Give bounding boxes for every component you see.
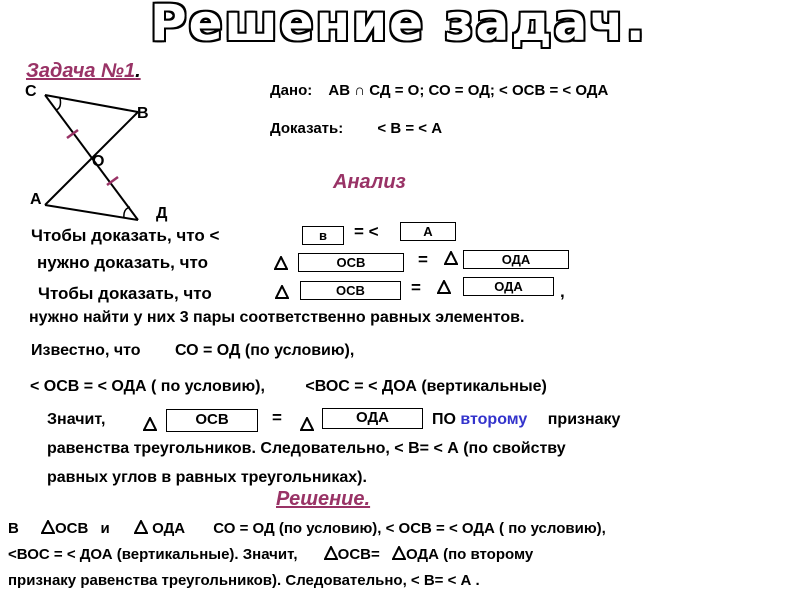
angle-b-box: в [302,226,344,245]
angle-arc-c [56,98,61,110]
conclusion-line-1: равенства треугольников. Следовательно, < В= < А (по свойству [47,440,566,457]
given-label: Дано: [270,82,313,99]
criterion-post: признаку [547,411,621,428]
equals-sign: = [272,408,282,427]
vertical-angles: <ВОС = < ДОА (вертикальные) [305,378,547,395]
prove-text: < В = < А [377,120,443,137]
criterion-ordinal: второму [460,411,528,428]
triangle-oda-box: ОДА [322,408,423,429]
solution-triangle-ocb: ОСВ= [337,546,380,563]
equals-sign: = [411,278,421,297]
solution-vertical: <ВОС = < ДОА (вертикальные). Значит, [8,546,298,563]
label-b: В [137,105,149,122]
solution-triangle-ocb: ОСВ [55,520,89,537]
triangle-ocb-box: ОСВ [300,281,401,300]
label-a: А [30,191,42,208]
angles-row [30,378,547,396]
page-title: Решение задач. [150,0,647,52]
triangle-icon [324,546,338,560]
label-d: Д [156,205,168,222]
task-label-dot: . [135,60,141,82]
solution-line-1 [8,520,606,537]
prove-row [270,120,442,137]
label-c: С [25,83,37,100]
task-label-text: Задача №1 [26,60,136,82]
solution-in: В [8,520,19,537]
comma: , [560,282,565,301]
triangle-icon [300,417,314,431]
solution-and: и [100,520,110,537]
triangle-ocb-box: ОСВ [166,409,258,432]
triangle-icon [444,251,458,265]
given-text: АВ ∩ СД = О; СО = ОД; < ОСВ = < ОДА [328,82,609,99]
solution-line-2 [8,546,533,563]
triangle-ocb-box: ОСВ [298,253,404,272]
label-o: О [92,153,105,170]
triangle-oda-box: ОДА [463,277,554,296]
angles-condition: < ОСВ = < ОДА ( по условию), [30,378,265,395]
conclusion-line-2: равных углов в равных треугольниках). [47,469,367,486]
criterion-row [432,411,620,429]
analysis-line-4: нужно найти у них 3 пары соответственно равных элементов. [29,309,525,326]
known-label: Известно, что [31,342,141,359]
triangle-icon [134,520,148,534]
analysis-line-3: Чтобы доказать, что [38,284,212,303]
triangle-icon [392,546,406,560]
analysis-line-2: нужно доказать, что [37,253,208,272]
triangle-icon [274,256,288,270]
solution-conditions: СО = ОД (по условию), < ОСВ = < ОДА ( по условию), [213,520,606,537]
segment-cb [45,95,138,112]
triangle-icon [275,285,289,299]
solution-heading: Решение. [276,488,371,510]
known-text: СО = ОД (по условию), [174,342,355,359]
prove-label: Доказать: [270,120,344,137]
known-row [31,342,354,360]
analysis-line-1: Чтобы доказать, что < [31,226,220,245]
triangle-oda-box: ОДА [463,250,569,269]
triangle-icon [143,417,157,431]
analysis-heading: Анализ [333,171,406,193]
given-row [270,82,608,99]
criterion-pre: ПО [432,411,456,428]
angle-a-box: А [400,222,456,241]
so-label: Значит, [47,411,106,428]
solution-triangle-oda: ОДА (по второму [405,546,534,563]
triangle-icon [41,520,55,534]
equals-sign: = [418,250,428,269]
geometry-figure [20,80,190,225]
solution-line-3: признаку равенства треугольников). Следовательно, < В= < А . [8,572,480,589]
equals-angle: = < [354,222,379,241]
solution-triangle-oda: ОДА [152,520,186,537]
triangle-icon [437,280,451,294]
